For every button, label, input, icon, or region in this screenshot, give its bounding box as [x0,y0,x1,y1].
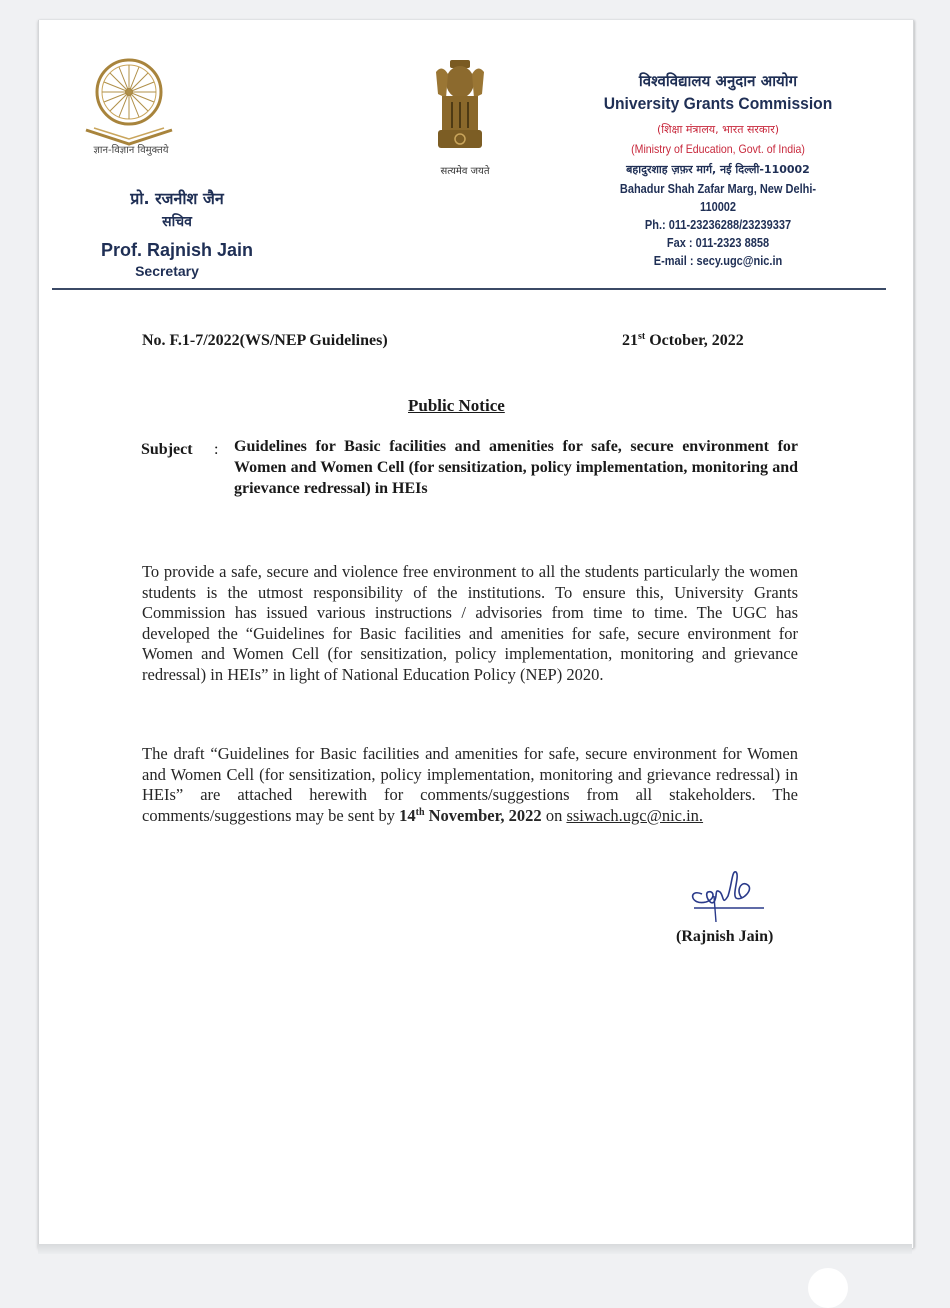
ministry: (Ministry of Education, Govt. of India) [631,142,805,156]
date-rest: October, 2022 [645,332,744,349]
paragraph-1: To provide a safe, secure and violence free environment to all the students particularly the women students is the utmost responsibility of the institutions. To ensure this, University Grants Commission has issued various instructions / advisories from time to time. The UGC has developed the “Guidelines for Basic facilities and amenities for safe, secure environment for Women and Women Cell (for sensitization, policy implementation, monitoring and grievance redressal) in HEIs” in light of National Education Policy (NEP) 2020. [142,562,798,684]
org-name: University Grants Commission [603,94,833,113]
secretary-block [52,188,302,280]
paragraph-2-text: The draft “Guidelines for Basic facilities and amenities for safe, secure environment for Women and Women Cell (for sensitization, policy implementation, monitoring and grievance redressal) in HEIs” are attached herewith for comments/suggestions from all stakeholders. The comments/suggestions may be sent by [142,744,798,825]
ugc-motto: ज्ञान-विज्ञान विमुक्तये [93,145,169,156]
organization-block [588,70,848,270]
deadline-date [399,806,542,825]
deadline-rest: November, 2022 [424,805,542,825]
date-suffix: st [638,331,646,342]
reference-number: No. F.1-7/2022(WS/NEP Guidelines) [142,332,388,349]
date-day: 21 [622,332,638,349]
header-email: E-mail : secy.ugc@nic.in [653,254,783,268]
header-divider [52,288,886,290]
deadline-suffix: th [415,806,425,818]
paragraph-2 [142,744,798,826]
phone: Ph.: 011-23236288/23239337 [644,218,792,232]
address-hindi: बहादुरशाह ज़फ़र मार्ग, नई दिल्ली-110002 [626,163,810,176]
fax: Fax : 011-2323 8858 [666,236,770,250]
secretary-name-hindi: प्रो. रजनीश जैन [130,189,224,208]
signature-icon [684,866,768,922]
secretary-name: Prof. Rajnish Jain [100,240,254,260]
notice-title: Public Notice [408,396,505,415]
address: Bahadur Shah Zafar Marg, New Delhi-110002 [619,182,817,214]
page-edge-shadow [38,1244,912,1254]
notice-date [622,332,744,350]
contact-email-link[interactable]: ssiwach.ugc@nic.in. [566,805,704,825]
secretary-title: Secretary [135,263,199,279]
subject-label: Subject [141,441,193,458]
secretary-title-hindi: सचिव [162,214,192,230]
paragraph-2-on: on [541,805,567,825]
national-emblem-icon [432,58,488,158]
floating-action-button[interactable] [808,1268,848,1308]
subject-colon: : [214,441,219,458]
signatory-name: (Rajnish Jain) [676,928,774,945]
org-name-hindi: विश्वविद्यालय अनुदान आयोग [638,72,798,90]
emblem-motto: सत्यमेव जयते [440,166,490,177]
subject-text: Guidelines for Basic facilities and amenities for safe, secure environment for Women and Women Cell (for sensitization, policy implementation, monitoring and grievance redressal) in HEIs [234,438,798,497]
ministry-hindi: (शिक्षा मंत्रालय, भारत सरकार) [656,123,780,136]
deadline-day: 14 [399,805,416,825]
